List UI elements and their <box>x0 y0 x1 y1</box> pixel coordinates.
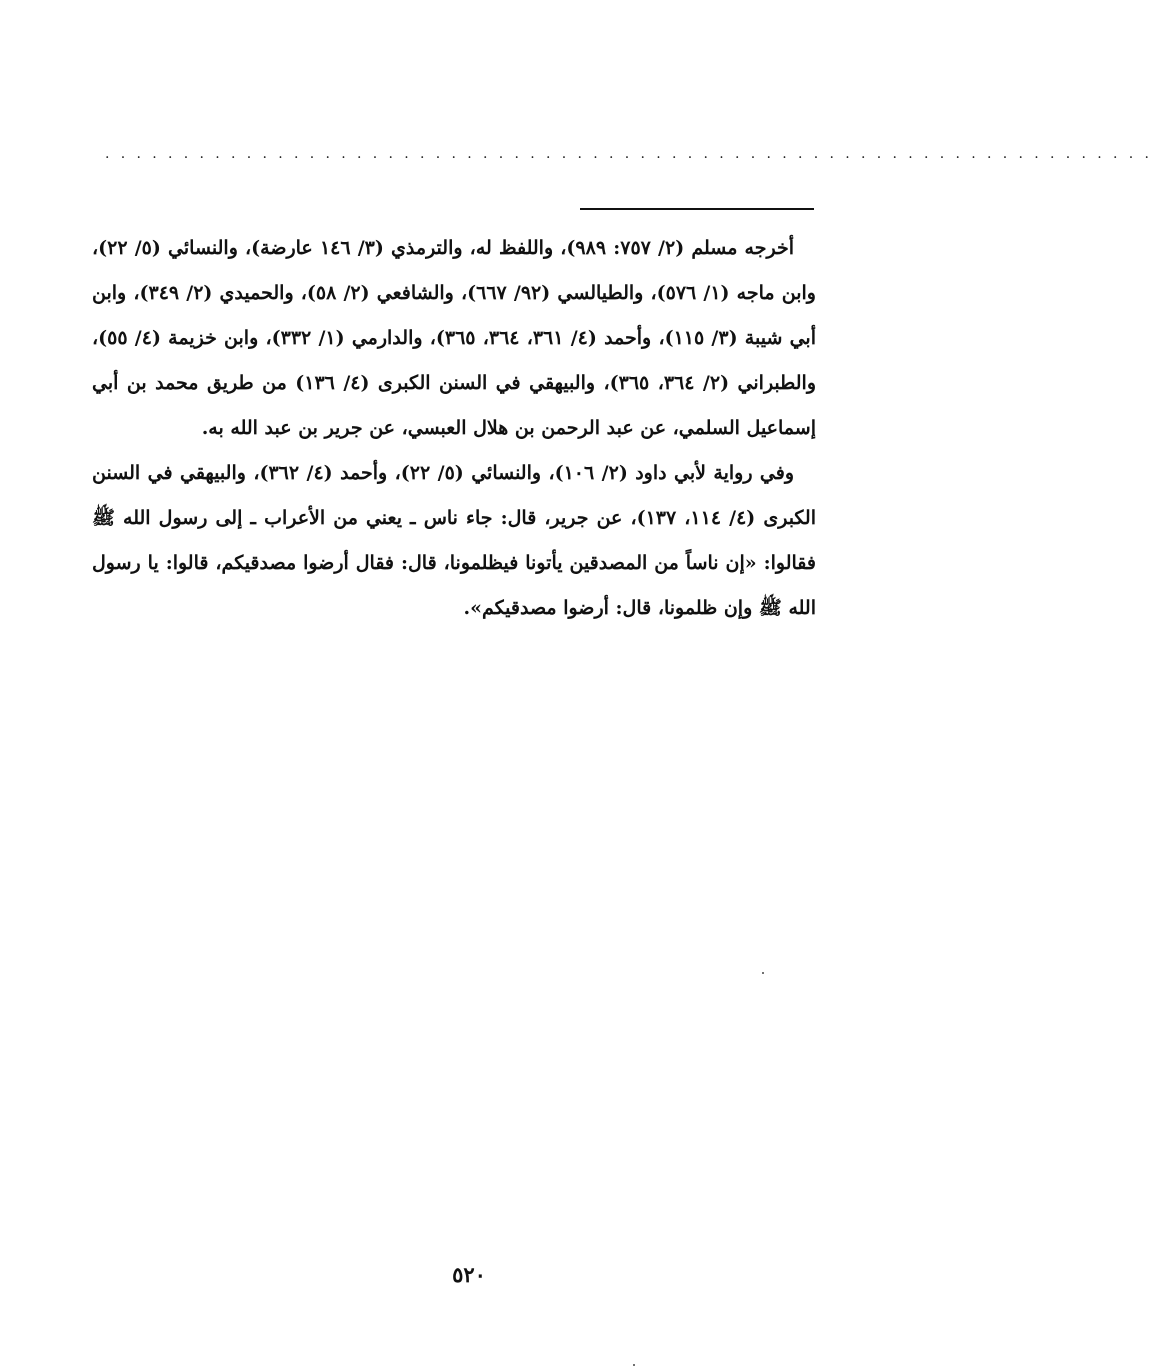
footnote-text <box>92 226 816 631</box>
scan-speck <box>633 1364 635 1366</box>
page-number: ٥٢٠ <box>452 1262 486 1287</box>
footnote-rule <box>580 208 814 210</box>
footnote-paragraph-2: وفي رواية لأبي داود (٢/ ١٠٦)، والنسائي (٥/ ٢٢)، وأحمد (٤/ ٣٦٢)، والبيهقي في السنن الكبرى (٤/ ١١٤، ١٣٧)، عن جرير، قال: جاء ناس ـ يعني من الأعراب ـ إلى رسول الله ﷺ فقالوا: «إن ناساً من المصدقين يأتونا فيظلمونا، قال: فقال أرضوا مصدقيكم، قالوا: يا رسول الله ﷺ وإن ظلمونا، قال: أرضوا مصدقيكم». <box>92 462 816 619</box>
footnote-paragraph-1: أخرجه مسلم (٢/ ٧٥٧: ٩٨٩)، واللفظ له، والترمذي (٣/ ١٤٦ عارضة)، والنسائي (٥/ ٢٢)، وابن ماجه (١/ ٥٧٦)، والطيالسي (٩٢/ ٦٦٧)، والشافعي (٢/ ٥٨)، والحميدي (٢/ ٣٤٩)، وابن أبي شيبة (٣/ ١١٥)، وأحمد (٤/ ٣٦١، ٣٦٤، ٣٦٥)، والدارمي (١/ ٣٣٢)، وابن خزيمة (٤/ ٥٥)، والطبراني (٢/ ٣٦٤، ٣٦٥)، والبيهقي في السنن الكبرى (٤/ ١٣٦) من طريق محمد بن أبي إسماعيل السلمي، عن عبد الرحمن بن هلال العبسي، عن جرير بن عبد الله به. <box>92 237 817 439</box>
scan-speck <box>762 972 764 974</box>
footnote-separator-dots: ................................................................... <box>105 146 1160 162</box>
